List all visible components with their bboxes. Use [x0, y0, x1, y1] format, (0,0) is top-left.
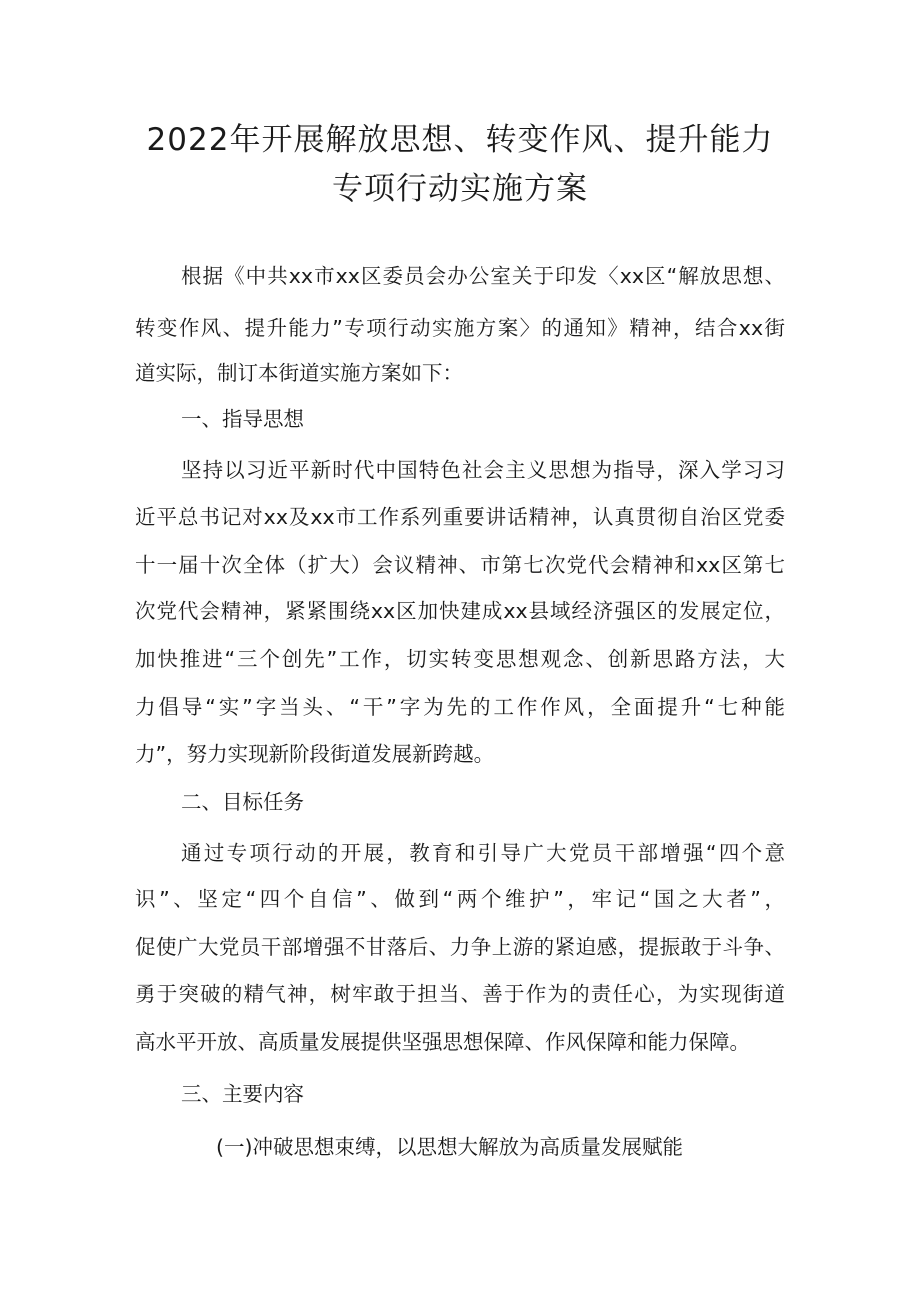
section1-heading: 一、指导思想 — [181, 407, 304, 431]
section1-line-2: 近平总书记对xx及xx市工作系列重要讲话精神，认真贯彻自治区党委 — [135, 505, 785, 529]
section2-line-5: 高水平开放、高质量发展提供坚强思想保障、作风保障和能力保障。 — [135, 1030, 750, 1054]
section3-subheading-1: (一)冲破思想束缚，以思想大解放为高质量发展赋能 — [216, 1135, 683, 1159]
section2-line-3: 促使广大党员干部增强不甘落后、力争上游的紧迫感，提振敢于斗争、 — [135, 935, 785, 959]
section1-line-4: 次党代会精神，紧紧围绕xx区加快建成xx县域经济强区的发展定位， — [135, 599, 785, 623]
section2-line-2: 识”、坚定“四个自信”、做到“两个维护”，牢记“国之大者”， — [135, 887, 785, 911]
intro-line-3: 道实际，制订本街道实施方案如下： — [135, 361, 463, 385]
document-title-line-2: 专项行动实施方案 — [332, 171, 588, 207]
section1-line-6: 力倡导“实”字当头、“干”字为先的工作作风，全面提升“七种能 — [135, 695, 785, 719]
section3-heading: 三、主要内容 — [181, 1082, 304, 1106]
section2-line-1: 通过专项行动的开展，教育和引导广大党员干部增强“四个意 — [181, 841, 785, 865]
section1-line-3: 十一届十次全体（扩大）会议精神、市第七次党代会精神和xx区第七 — [135, 553, 785, 577]
section1-line-7: 力”，努力实现新阶段街道发展新跨越。 — [135, 742, 495, 766]
section2-heading: 二、目标任务 — [181, 790, 304, 814]
document-title-line-1: 2022年开展解放思想、转变作风、提升能力 — [146, 122, 774, 158]
intro-line-2: 转变作风、提升能力”专项行动实施方案〉的通知》精神，结合xx街 — [135, 316, 785, 340]
intro-line-1: 根据《中共xx市xx区委员会办公室关于印发〈xx区“解放思想、 — [181, 264, 785, 288]
section1-line-5: 加快推进“三个创先”工作，切实转变思想观念、创新思路方法，大 — [135, 647, 785, 671]
section2-line-4: 勇于突破的精气神，树牢敢于担当、善于作为的责任心，为实现街道 — [135, 982, 785, 1006]
section1-line-1: 坚持以习近平新时代中国特色社会主义思想为指导，深入学习习 — [181, 458, 785, 482]
